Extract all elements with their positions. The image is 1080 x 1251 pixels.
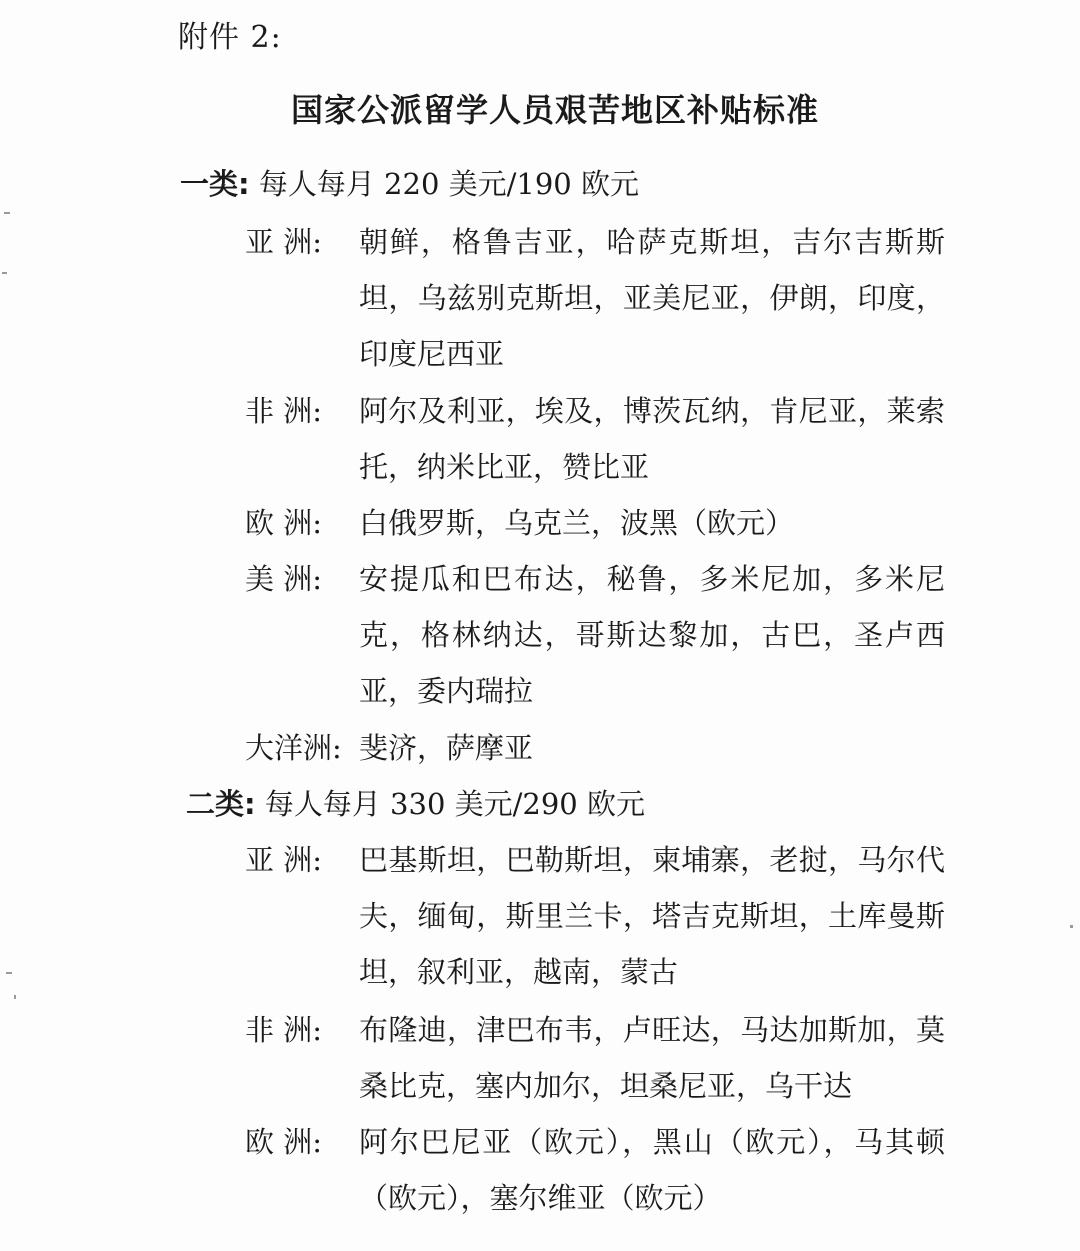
region-countries: 朝鲜，格鲁吉亚，哈萨克斯坦，吉尔吉斯斯坦，乌兹别克斯坦，亚美尼亚，伊朗，印度，印度尼西亚: [359, 225, 945, 371]
region-europe: [245, 495, 945, 551]
category-rate: 每人每月 220 美元/190 欧元: [258, 167, 639, 201]
attachment-label: 附件 2:: [178, 20, 282, 55]
scan-speck: [4, 212, 10, 214]
region-countries: 白俄罗斯，乌克兰，波黑（欧元）: [359, 506, 795, 540]
region-name: 欧 洲:: [245, 506, 322, 540]
category-label: 一类:: [180, 167, 250, 201]
region-asia: [245, 832, 945, 1000]
region-countries: 安提瓜和巴布达，秘鲁，多米尼加，多米尼克，格林纳达，哥斯达黎加，古巴，圣卢西亚，委内瑞拉: [359, 562, 945, 708]
scan-speck: [2, 272, 7, 274]
region-countries: 阿尔巴尼亚（欧元），黑山（欧元），马其顿（欧元），塞尔维亚（欧元）: [359, 1125, 945, 1215]
region-name: 欧 洲:: [245, 1125, 322, 1159]
region-name: 亚 洲:: [245, 225, 322, 259]
region-africa: [245, 1002, 945, 1114]
category-2-heading: [186, 784, 645, 824]
region-countries: 布隆迪，津巴布韦，卢旺达，马达加斯加，莫桑比克，塞内加尔，坦桑尼亚，乌干达: [359, 1013, 945, 1103]
scan-speck: [14, 995, 16, 999]
scan-speck: [6, 972, 12, 974]
region-europe: [245, 1114, 945, 1226]
region-name: 亚 洲:: [245, 843, 322, 877]
region-name: 大洋洲:: [245, 731, 342, 765]
region-countries: 巴基斯坦，巴勒斯坦，柬埔寨，老挝，马尔代夫，缅甸，斯里兰卡，塔吉克斯坦，土库曼斯坦，叙利亚，越南，蒙古: [359, 843, 945, 989]
region-name: 美 洲:: [245, 562, 322, 596]
region-countries: 阿尔及利亚，埃及，博茨瓦纳，肯尼亚，莱索托，纳米比亚，赞比亚: [359, 394, 945, 484]
region-asia: [245, 214, 945, 382]
scan-speck: [1070, 925, 1073, 928]
region-countries: 斐济，萨摩亚: [359, 731, 534, 765]
region-name: 非 洲:: [245, 1013, 322, 1047]
region-africa: [245, 383, 945, 495]
region-americas: [245, 551, 945, 719]
region-name: 非 洲:: [245, 394, 322, 428]
category-1-heading: [180, 164, 639, 204]
category-rate: 每人每月 330 美元/290 欧元: [264, 787, 645, 821]
category-label: 二类:: [186, 787, 256, 821]
document-title: 国家公派留学人员艰苦地区补贴标准: [290, 91, 819, 129]
region-oceania: [245, 720, 945, 776]
